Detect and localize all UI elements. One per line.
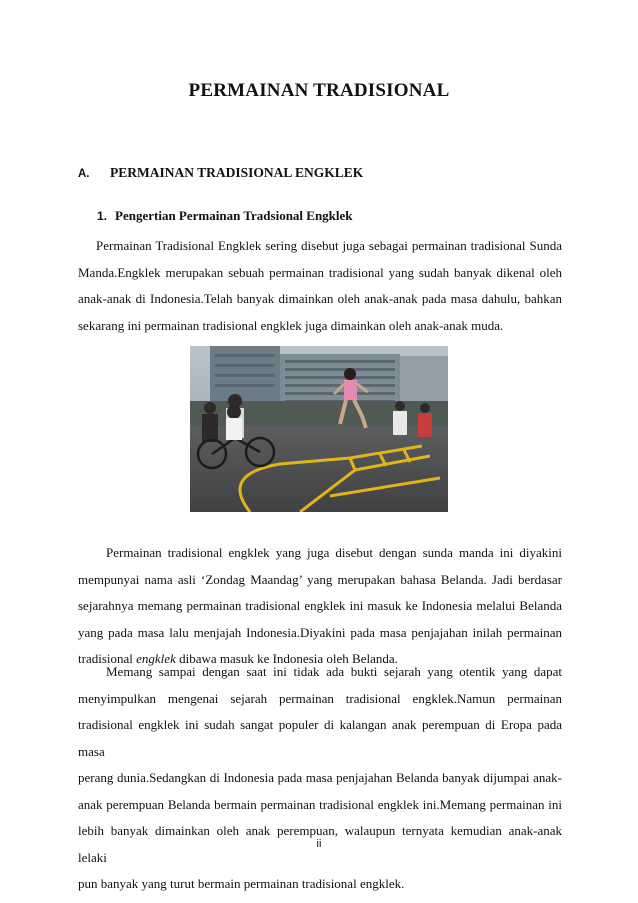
paragraph-line: menyimpulkan mengenai sejarah permainan tradisional engklek.Namun permainan [78,690,562,706]
paragraph-line: pun banyak yang turut bermain permainan tradisional engklek. [78,876,405,891]
photo-illustration [190,346,448,512]
page-number: ii [316,838,322,850]
italic-term: engklek [136,651,176,666]
paragraph-line: anak perempuan Belanda bermain permainan tradisional engklek ini.Memang permainan ini [78,796,562,812]
text-run: tradisional [78,651,137,666]
paragraph-line: anak-anak di Indonesia.Telah banyak dimainkan oleh anak-anak pada masa dahulu, bahkan [78,291,562,306]
paragraph-line: Permainan Tradisional Engklek sering disebut juga sebagai permainan tradisional Sunda [96,238,562,253]
section-heading [78,165,363,181]
paragraph-2 [78,540,562,673]
section-letter: A. [78,168,90,180]
paragraph-line: Manda.Engklek merupakan sebuah permainan tradisional yang sudah banyak dikenal oleh [78,264,562,280]
paragraph-line: tradisional engklek ini sudah sangat populer di kalangan anak perempuan di Eropa pada masa [78,717,562,759]
paragraph-line: mempunyai nama asli ‘Zondag Maandag’ yang merupakan bahasa Belanda. Jadi berdasar [78,571,562,587]
paragraph-3 [78,659,562,898]
paragraph-line: yang pada masa lalu menjajah Indonesia.Diyakini pada masa penjajahan inilah permainan [78,624,562,640]
children-playing-engklek-photo [190,346,448,512]
paragraph-line: Memang sampai dengan saat ini tidak ada bukti sejarah yang otentik yang dapat [106,664,562,679]
paragraph-1 [78,233,562,339]
paragraph-line: sekarang ini permainan tradisional engklek juga dimainkan oleh anak-anak muda. [78,317,504,333]
paragraph-line: Permainan tradisional engklek yang juga disebut dengan sunda manda ini diyakini [106,545,562,560]
subsection-heading [97,208,353,224]
page-title: PERMAINAN TRADISIONAL [188,80,450,101]
section-title: PERMAINAN TRADISIONAL ENGKLEK [110,165,364,180]
subsection-title: Pengertian Permainan Tradsional Engklek [115,208,353,223]
paragraph-line: lebih banyak dimainkan oleh anak perempuan, walaupun ternyata kemudian anak-anak lelaki [78,823,562,865]
paragraph-line: sejarahnya memang permainan tradisional engklek ini masuk ke Indonesia melalui Belanda [78,598,562,613]
paragraph-line: perang dunia.Sedangkan di Indonesia pada masa penjajahan Belanda banyak dijumpai anak- [78,770,562,785]
subsection-number: 1. [97,209,108,223]
text-run: dibawa masuk ke Indonesia oleh Belanda. [175,651,398,666]
